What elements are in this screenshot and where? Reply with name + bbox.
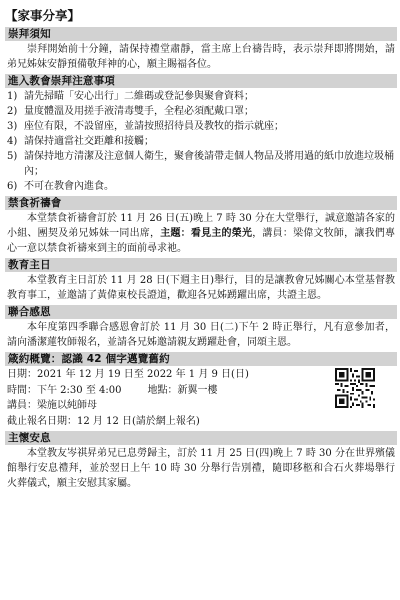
section-heading: 聯合感恩 (5, 305, 397, 319)
item-number: 3) (7, 121, 18, 132)
body-text: ，講員：梁偉文牧師，讓我們專心一意以禁食祈禱來到主的面前尋求祂。 (7, 228, 396, 254)
section-body: 本年度第四季聯合感恩會訂於 11 月 30 日(二)下午 2 時正舉行，凡有意參加者，請向潘潔蓮牧師報名，並請各兄姊邀請親友踴躍赴會，同頌主恩。 (7, 322, 395, 348)
item-text: 請先掃瞄「安心出行」二維碼或登記參與聚會資料； (24, 91, 254, 102)
section-body (5, 210, 397, 258)
section-entry-notice (5, 74, 397, 196)
course-time: 時間：下午 2:30 至 4:00 (7, 384, 122, 396)
list-item (7, 119, 395, 134)
section-heading: 崇拜須知 (5, 27, 397, 41)
item-text: 座位有限，不設留座，並請按照招待員及教牧的指示就座； (24, 121, 284, 132)
item-text: 請保持地方清潔及注意個人衛生，聚會後請帶走個人物品及將用過的紙巾放進垃圾桶內； (24, 151, 394, 177)
list-item (7, 104, 395, 119)
notice-list (5, 88, 397, 196)
section-heading: 箴約概覽：認識 42 個字邁覽舊約 (5, 352, 397, 366)
list-item (7, 89, 395, 104)
section-heading: 進入教會崇拜注意事項 (5, 74, 397, 88)
item-number: 4) (7, 136, 18, 147)
section-heading: 教育主日 (5, 258, 397, 272)
item-number: 6) (7, 181, 18, 192)
section-heading: 主懷安息 (5, 431, 397, 445)
body-text: 本堂禁食祈禱會訂於 11 月 26 日(五)晚上 7 時 30 分在大堂舉行，誠意邀請各家的小組、團契及弟兄姊妹一同出席， (7, 213, 395, 239)
course-date: 日期：2021 年 12 月 19 日至 2022 年 1 月 9 日(日) (7, 369, 249, 380)
course-deadline: 截止報名日期：12 月 12 日(請於網上報名) (7, 415, 200, 427)
section-education-sunday (5, 258, 397, 305)
document-title: 【家事分享】 (5, 8, 81, 23)
section-joint-thanksgiving (5, 305, 397, 352)
section-heading: 禁食祈禱會 (5, 196, 397, 210)
section-body: 本堂教友岑祺昇弟兄已息勞歸主，訂於 11 月 25 日(四)晚上 7 時 30 分在世界殯儀館舉行安息禮拜，並於翌日上午 10 時 30 分舉行告別禮，隨即移柩和合石火葬場舉行火葬儀式，願主安慰其家屬。 (7, 448, 395, 489)
section-fasting-prayer (5, 196, 397, 258)
list-item (7, 134, 395, 149)
qr-code-icon[interactable] (335, 368, 375, 408)
section-course (5, 352, 397, 431)
section-worship-notice (5, 27, 397, 74)
list-item (7, 179, 395, 194)
item-text: 量度體溫及用搓手液清毒雙手，全程必須配戴口罩； (24, 106, 254, 117)
item-text: 請保持適當社交距離和接觸； (24, 136, 154, 147)
section-body: 本堂教育主日訂於 11 月 28 日(下週主日)舉行，目的是讓教會兄姊關心本堂基督教教育事工，並邀請了黃偉東校長證道，歡迎各兄姊踴躍出席，共證主恩。 (7, 275, 395, 301)
item-number: 2) (7, 106, 18, 117)
course-details (5, 366, 397, 431)
course-location: 地點：新翼一樓 (147, 384, 218, 396)
item-text: 不可在教會內進食。 (24, 181, 114, 192)
course-speaker: 講員：梁施以純師母 (7, 400, 97, 411)
item-number: 1) (7, 91, 18, 102)
list-item (7, 149, 395, 179)
bulletin-page (5, 6, 397, 493)
theme-label: 主題：看見主的榮光 (160, 228, 253, 239)
section-condolence (5, 431, 397, 493)
item-number: 5) (7, 151, 18, 162)
section-body: 崇拜開始前十分鐘，請保持禮堂肅靜，當主席上台禱告時，表示崇拜即將開始，請弟兄姊妹安靜預備敬拜神的心，願主賜福各位。 (7, 44, 395, 70)
